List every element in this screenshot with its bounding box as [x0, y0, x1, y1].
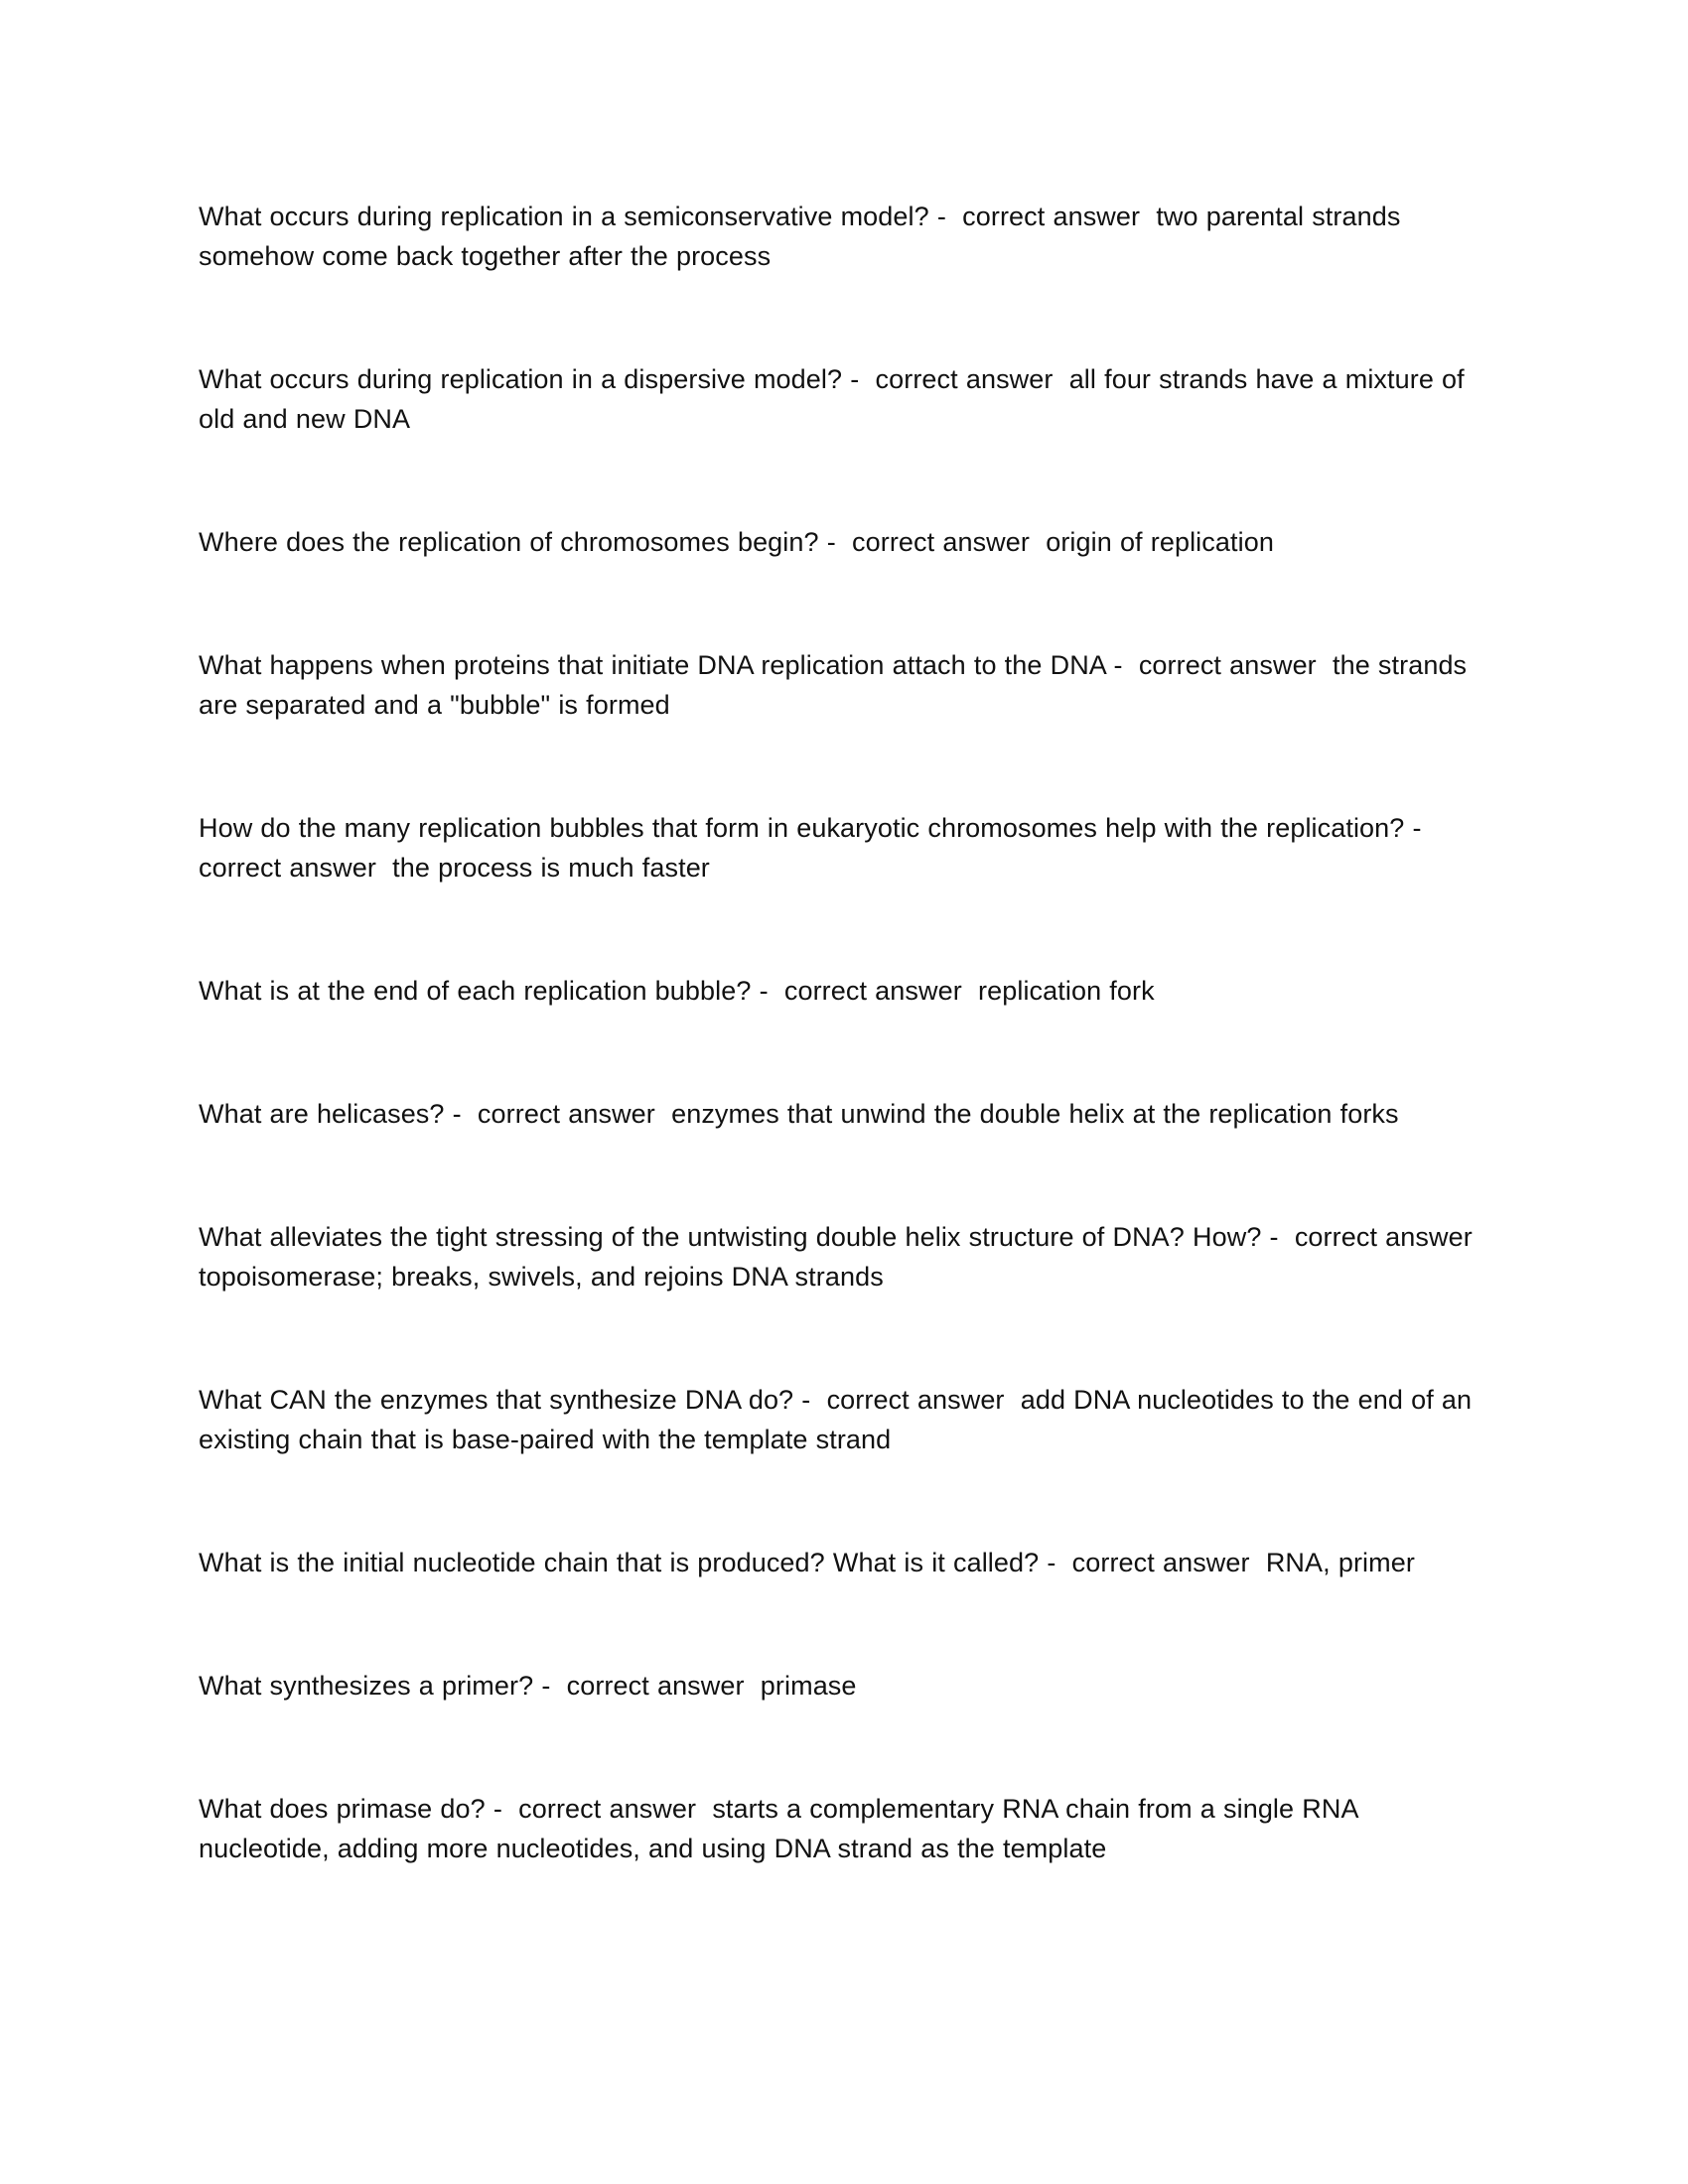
qa-item: [199, 971, 1489, 1011]
answer-marker: - correct answer: [928, 202, 1157, 231]
qa-item: [199, 1217, 1489, 1297]
answer-marker: - correct answer: [751, 976, 979, 1006]
answer-marker: - correct answer: [1105, 650, 1333, 680]
answer-text: starts a complementary RNA chain from a single RNA nucleotide, adding more nucleotides, and using DNA strand as the template: [199, 1794, 1366, 1863]
answer-text: the process is much faster: [392, 853, 710, 883]
answer-marker: - correct answer: [842, 364, 1069, 394]
answer-text: RNA, primer: [1265, 1548, 1415, 1577]
question-text: Where does the replication of chromosomes begin?: [199, 527, 819, 557]
question-text: What does primase do?: [199, 1794, 486, 1824]
qa-item: [199, 1666, 1489, 1706]
qa-item: [199, 522, 1489, 562]
answer-text: origin of replication: [1046, 527, 1274, 557]
question-text: What is at the end of each replication bubble?: [199, 976, 752, 1006]
answer-text: all four strands have a mixture of old and new DNA: [199, 364, 1473, 434]
answer-text: the strands are separated and a "bubble" is formed: [199, 650, 1476, 720]
qa-item: [199, 1094, 1489, 1134]
answer-text: primase: [760, 1671, 857, 1701]
question-text: What is the initial nucleotide chain that is produced? What is it called?: [199, 1548, 1040, 1577]
qa-item: [199, 1543, 1489, 1582]
qa-item: [199, 197, 1489, 276]
answer-text: two parental strands somehow come back together after the process: [199, 202, 1409, 271]
qa-item: [199, 1789, 1489, 1868]
qa-item: [199, 808, 1489, 887]
question-text: What synthesizes a primer?: [199, 1671, 534, 1701]
answer-marker: - correct answer: [444, 1099, 672, 1129]
answer-marker: - correct answer: [1039, 1548, 1266, 1577]
qa-item: [199, 645, 1489, 725]
question-text: What happens when proteins that initiate DNA replication attach to the DNA: [199, 650, 1106, 680]
answer-text: topoisomerase; breaks, swivels, and rejoins DNA strands: [199, 1262, 884, 1292]
question-text: What occurs during replication in a dispersive model?: [199, 364, 843, 394]
question-text: How do the many replication bubbles that form in eukaryotic chromosomes help with the replication?: [199, 813, 1405, 843]
question-text: What CAN the enzymes that synthesize DNA do?: [199, 1385, 794, 1415]
question-text: What occurs during replication in a semiconservative model?: [199, 202, 929, 231]
answer-text: enzymes that unwind the double helix at the replication forks: [671, 1099, 1399, 1129]
qa-list: [199, 197, 1489, 1952]
answer-marker: - correct answer: [199, 813, 1438, 883]
answer-text: replication fork: [978, 976, 1155, 1006]
question-text: What are helicases?: [199, 1099, 445, 1129]
answer-text: add DNA nucleotides to the end of an existing chain that is base-paired with the template strand: [199, 1385, 1480, 1454]
question-text: What alleviates the tight stressing of the untwisting double helix structure of DNA? How?: [199, 1222, 1262, 1252]
qa-item: [199, 359, 1489, 439]
answer-marker: - correct answer: [485, 1794, 713, 1824]
answer-marker: - correct answer: [533, 1671, 761, 1701]
answer-marker: - correct answer: [818, 527, 1047, 557]
qa-item: [199, 1380, 1489, 1459]
answer-marker: - correct answer: [1261, 1222, 1488, 1252]
answer-marker: - correct answer: [793, 1385, 1021, 1415]
